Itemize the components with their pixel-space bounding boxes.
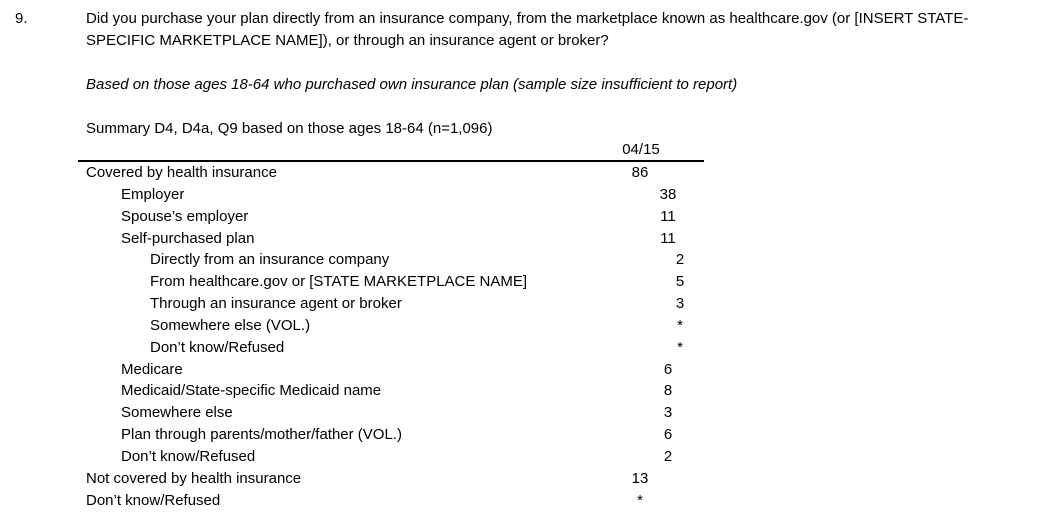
- row-label: Don’t know/Refused: [121, 447, 256, 465]
- row-label: Covered by health insurance: [86, 164, 277, 181]
- table-row: [0, 206, 1063, 228]
- table-row: [0, 359, 1063, 381]
- row-label: Not covered by health insurance: [86, 469, 302, 487]
- row-label: Through an insurance agent or broker: [150, 295, 402, 313]
- row-label: From healthcare.gov or [STATE MARKETPLACE NAME]: [150, 273, 528, 291]
- question-text: [86, 8, 1061, 51]
- row-label: Medicare: [121, 360, 183, 378]
- row-value: 6: [663, 360, 673, 378]
- table-row: [0, 271, 1063, 293]
- table-row: [0, 402, 1063, 424]
- table-row: [0, 315, 1063, 337]
- table-row: [0, 228, 1063, 250]
- row-value: *: [677, 338, 683, 356]
- table-row: [0, 490, 1063, 512]
- table-row: [0, 293, 1063, 315]
- row-label: Somewhere else: [121, 404, 233, 422]
- row-value: 11: [660, 229, 676, 247]
- row-label: Somewhere else (VOL.): [150, 316, 311, 334]
- row-value: 86: [631, 164, 649, 181]
- table-row: [0, 424, 1063, 446]
- row-value: 5: [675, 273, 685, 291]
- row-value: 8: [663, 382, 673, 400]
- row-value: 2: [663, 447, 673, 465]
- row-value: 3: [663, 404, 673, 422]
- row-value: 6: [663, 426, 673, 444]
- table-row: [0, 337, 1063, 359]
- row-label: Medicaid/State-specific Medicaid name: [121, 382, 382, 400]
- row-label: Plan through parents/mother/father (VOL.): [121, 426, 402, 444]
- row-value: 3: [675, 295, 685, 313]
- question-line-2: SPECIFIC MARKETPLACE NAME]), or through an insurance agent or broker?: [86, 31, 609, 49]
- row-label: Spouse’s employer: [121, 207, 249, 225]
- row-label: Don’t know/Refused: [86, 491, 221, 509]
- row-label: Directly from an insurance company: [150, 251, 390, 269]
- row-value: 13: [631, 469, 649, 487]
- row-value: *: [637, 491, 643, 509]
- row-value: 2: [675, 251, 685, 269]
- table-row: [0, 184, 1063, 206]
- question-base-note: Based on those ages 18-64 who purchased own insurance plan (sample size insufficient to report): [86, 76, 738, 93]
- table-row: [0, 162, 1063, 184]
- table-row: [0, 468, 1063, 490]
- table-row: [0, 446, 1063, 468]
- summary-table: [0, 162, 1063, 512]
- row-value: 38: [659, 185, 677, 203]
- question-line-1: Did you purchase your plan directly from an insurance company, from the marketplace known as healthcare.gov (or [INSERT STATE-: [86, 10, 969, 27]
- table-row: [0, 249, 1063, 271]
- row-label: Self-purchased plan: [121, 229, 255, 247]
- table-row: [0, 380, 1063, 402]
- table-column-header: 04/15: [622, 141, 660, 158]
- table-caption: Summary D4, D4a, Q9 based on those ages 18-64 (n=1,096): [86, 120, 493, 137]
- row-label: Employer: [121, 185, 185, 203]
- row-label: Don’t know/Refused: [150, 338, 285, 356]
- row-value: *: [677, 316, 683, 334]
- row-value: 11: [660, 207, 676, 225]
- question-number: 9.: [15, 10, 28, 27]
